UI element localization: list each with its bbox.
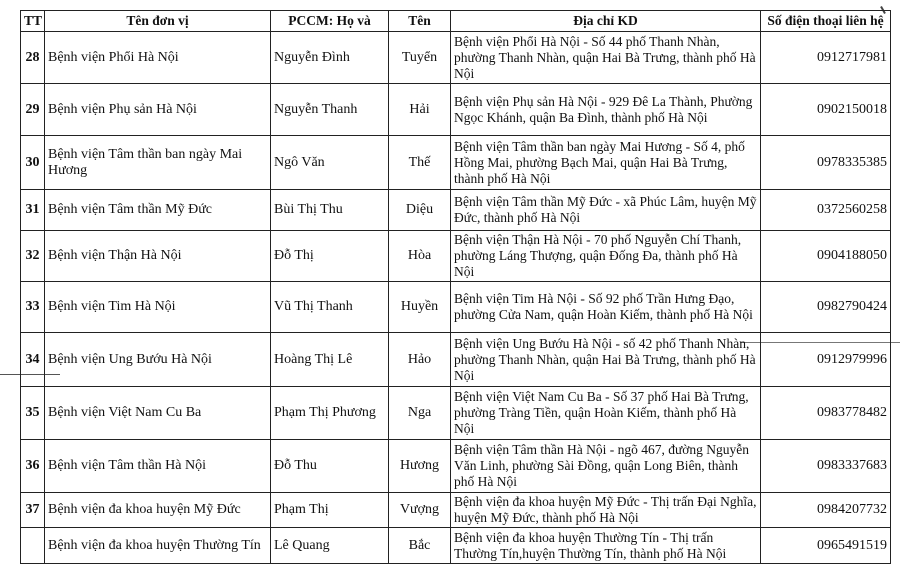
contact-surname: Phạm Thị <box>271 493 389 528</box>
table-row <box>21 528 891 564</box>
address: Bệnh viện Tâm thần Mỹ Đức - xã Phúc Lâm, huyện Mỹ Đức, thành phố Hà Nội <box>451 190 761 231</box>
hospital-contact-table <box>20 10 891 564</box>
contact-given-name: Thế <box>389 136 451 190</box>
row-number: 31 <box>21 190 45 231</box>
header-address: Địa chỉ KD <box>451 11 761 32</box>
header-unit: Tên đơn vị <box>45 11 271 32</box>
contact-given-name: Bắc <box>389 528 451 564</box>
unit-name: Bệnh viện đa khoa huyện Thường Tín <box>45 528 271 564</box>
unit-name: Bệnh viện Ung Bướu Hà Nội <box>45 333 271 387</box>
phone-number: 0982790424 <box>761 282 891 333</box>
row-number: 29 <box>21 84 45 136</box>
row-number <box>21 528 45 564</box>
address: Bệnh viện Tâm thần Hà Nội - ngõ 467, đường Nguyễn Văn Linh, phường Sài Đồng, quận Long Biên, thành phố Hà Nội <box>451 440 761 493</box>
unit-name: Bệnh viện đa khoa huyện Mỹ Đức <box>45 493 271 528</box>
contact-given-name: Diệu <box>389 190 451 231</box>
contact-given-name: Nga <box>389 387 451 440</box>
phone-number: 0978335385 <box>761 136 891 190</box>
unit-name: Bệnh viện Phổi Hà Nội <box>45 32 271 84</box>
contact-given-name: Vượng <box>389 493 451 528</box>
table-row <box>21 333 891 387</box>
contact-given-name: Hải <box>389 84 451 136</box>
contact-surname: Vũ Thị Thanh <box>271 282 389 333</box>
table-row <box>21 136 891 190</box>
contact-given-name: Hòa <box>389 231 451 282</box>
unit-name: Bệnh viện Tâm thần Mỹ Đức <box>45 190 271 231</box>
unit-name: Bệnh viện Tim Hà Nội <box>45 282 271 333</box>
phone-number: 0904188050 <box>761 231 891 282</box>
unit-name: Bệnh viện Tâm thần Hà Nội <box>45 440 271 493</box>
contact-given-name: Hảo <box>389 333 451 387</box>
contact-surname: Nguyễn Đình <box>271 32 389 84</box>
contact-surname: Hoàng Thị Lê <box>271 333 389 387</box>
address: Bệnh viện Tim Hà Nội - Số 92 phố Trần Hưng Đạo, phường Cửa Nam, quận Hoàn Kiếm, thành phố Hà Nội <box>451 282 761 333</box>
phone-number: 0912717981 <box>761 32 891 84</box>
phone-number: 0965491519 <box>761 528 891 564</box>
table-row <box>21 387 891 440</box>
address: Bệnh viện Thận Hà Nội - 70 phố Nguyễn Chí Thanh, phường Láng Thượng, quận Đống Đa, thành phố Hà Nội <box>451 231 761 282</box>
header-tt: TT <box>21 11 45 32</box>
unit-name: Bệnh viện Việt Nam Cu Ba <box>45 387 271 440</box>
address: Bệnh viện đa khoa huyện Thường Tín - Thị trấn Thường Tín,huyện Thường Tín, thành phố Hà Nội <box>451 528 761 564</box>
row-number: 35 <box>21 387 45 440</box>
address: Bệnh viện Tâm thần ban ngày Mai Hương - Số 4, phố Hồng Mai, phường Bạch Mai, quận Hai Bà Trưng, thành phố Hà Nội <box>451 136 761 190</box>
address: Bệnh viện Ung Bướu Hà Nội - số 42 phố Thanh Nhàn, phường Thanh Nhàn, quận Hai Bà Trưng, thành phố Hà Nội <box>451 333 761 387</box>
contact-surname: Đỗ Thị <box>271 231 389 282</box>
row-number: 33 <box>21 282 45 333</box>
phone-number: 0983337683 <box>761 440 891 493</box>
phone-number: 0983778482 <box>761 387 891 440</box>
unit-name: Bệnh viện Phụ sản Hà Nội <box>45 84 271 136</box>
contact-surname: Lê Quang <box>271 528 389 564</box>
table-header <box>21 11 891 32</box>
header-ten: Tên <box>389 11 451 32</box>
table-row <box>21 32 891 84</box>
address: Bệnh viện Phụ sản Hà Nội - 929 Đê La Thành, Phường Ngọc Khánh, quận Ba Đình, thành phố Hà Nội <box>451 84 761 136</box>
contact-surname: Ngô Văn <box>271 136 389 190</box>
table-row <box>21 440 891 493</box>
phone-number: 0902150018 <box>761 84 891 136</box>
contact-given-name: Tuyển <box>389 32 451 84</box>
phone-number: 0372560258 <box>761 190 891 231</box>
row-number: 32 <box>21 231 45 282</box>
phone-number: 0912979996 <box>761 333 891 387</box>
table-body <box>21 32 891 564</box>
address: Bệnh viện Phổi Hà Nội - Số 44 phố Thanh Nhàn, phường Thanh Nhàn, quận Hai Bà Trưng, thành phố Hà Nội <box>451 32 761 84</box>
address: Bệnh viện Việt Nam Cu Ba - Số 37 phố Hai Bà Trưng, phường Tràng Tiền, quận Hoàn Kiếm, thành phố Hà Nội <box>451 387 761 440</box>
unit-name: Bệnh viện Thận Hà Nội <box>45 231 271 282</box>
table-row <box>21 282 891 333</box>
contact-surname: Đỗ Thu <box>271 440 389 493</box>
table-row <box>21 190 891 231</box>
row-number: 30 <box>21 136 45 190</box>
row-number: 36 <box>21 440 45 493</box>
contact-given-name: Huyền <box>389 282 451 333</box>
phone-number: 0984207732 <box>761 493 891 528</box>
contact-surname: Bùi Thị Thu <box>271 190 389 231</box>
row-number: 34 <box>21 333 45 387</box>
header-phone: Số điện thoại liên hệ <box>761 11 891 32</box>
contact-surname: Phạm Thị Phương <box>271 387 389 440</box>
row-number: 37 <box>21 493 45 528</box>
header-pccm-ho: PCCM: Họ và <box>271 11 389 32</box>
unit-name: Bệnh viện Tâm thần ban ngày Mai Hương <box>45 136 271 190</box>
contact-given-name: Hương <box>389 440 451 493</box>
table-row <box>21 84 891 136</box>
contact-surname: Nguyễn Thanh <box>271 84 389 136</box>
table-row <box>21 493 891 528</box>
table-row <box>21 231 891 282</box>
address: Bệnh viện đa khoa huyện Mỹ Đức - Thị trấn Đại Nghĩa, huyện Mỹ Đức, thành phố Hà Nội <box>451 493 761 528</box>
row-number: 28 <box>21 32 45 84</box>
